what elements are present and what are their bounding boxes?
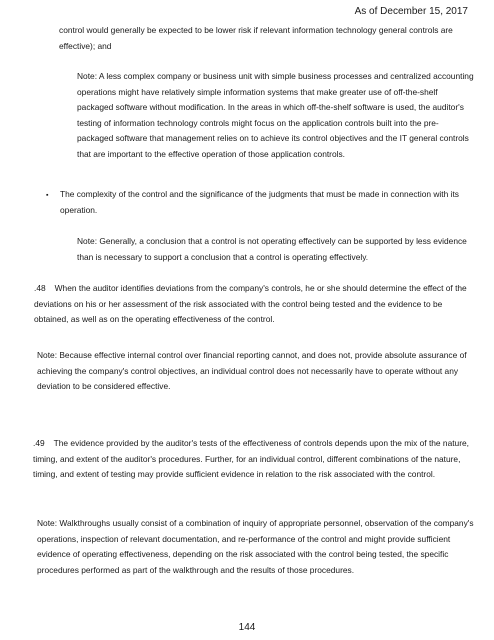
paragraph-49	[33, 436, 475, 483]
as-of-date: As of December 15, 2017	[354, 6, 468, 17]
paragraph-49-text: The evidence provided by the auditor's tests of the effectiveness of controls depends upon the mix of the nature, timing, and extent of the auditor's procedures. Further, for an individual control, different combinations of the nature, timing, and extent of testing may provide sufficient evidence in relation to the risk associated with the control.	[33, 438, 469, 479]
paragraph-48-number: .48	[34, 283, 46, 293]
note-software-testing: Note: A less complex company or business unit with simple business processes and centralized accounting operations might have relatively simple information systems that make greater use of off-the-shelf packaged software without modification. In the areas in which off-the-shelf software is used, the auditor's testing of information technology controls might focus on the application controls built into the pre-packaged software that management relies on to achieve its control objectives and the IT general controls that are important to the effective operation of those application controls.	[77, 71, 474, 159]
continuation-paragraph: control would generally be expected to be lower risk if relevant information technology general controls are effective); and	[59, 25, 453, 51]
bullet-complexity: The complexity of the control and the significance of the judgments that must be made in connection with its operation.	[60, 189, 459, 215]
note-walkthroughs: Note: Walkthroughs usually consist of a combination of inquiry of appropriate personnel, observation of the company's operations, inspection of relevant documentation, and re-performance of the control and might provide sufficient evidence of operating effectiveness, depending on the risk associated with the control being tested, the specific procedures performed as part of the walkthrough and the results of those procedures.	[37, 518, 474, 575]
note-deviation: Note: Because effective internal control over financial reporting cannot, and does not, provide absolute assurance of achieving the company's control objectives, an individual control does not necessarily have to operate without any deviation to be considered effective.	[37, 350, 467, 391]
bullet-marker: ▪	[46, 192, 49, 199]
paragraph-48	[34, 281, 475, 328]
paragraph-48-text: When the auditor identifies deviations from the company's controls, he or she should determine the effect of the deviations on his or her assessment of the risk associated with the control being tested and the evidence to be obtained, as well as on the operating effectiveness of the control.	[34, 283, 467, 324]
paragraph-49-number: .49	[33, 438, 45, 448]
note-operating-conclusion: Note: Generally, a conclusion that a control is not operating effectively can be supported by less evidence than is necessary to support a conclusion that a control is operating effectively.	[77, 236, 467, 262]
page-number: 144	[238, 622, 256, 633]
